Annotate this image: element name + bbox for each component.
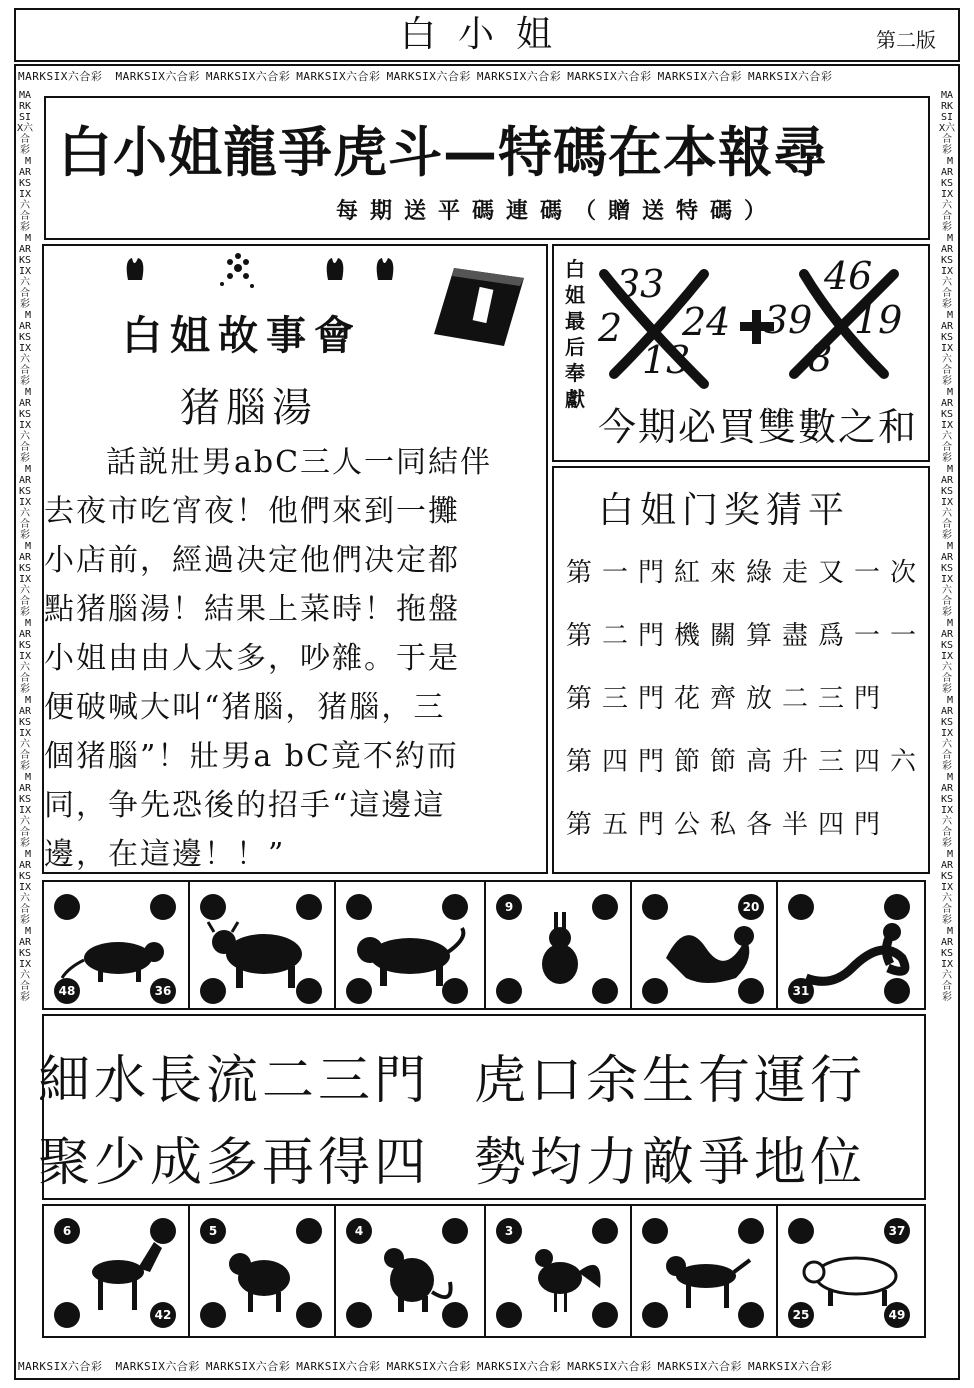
strip-text: MARKSIX六合彩: [940, 156, 954, 233]
number-ball: 49: [884, 1302, 910, 1328]
number-ball: 5: [200, 1218, 226, 1244]
goat-icon: [204, 1232, 324, 1320]
banner: [44, 96, 930, 240]
flower-ornament-icon: [118, 250, 418, 294]
formula-number: 24: [682, 300, 731, 344]
strip-text: MARKSIX六合彩: [18, 695, 32, 772]
strip-text: MARKSIX六合彩: [16, 90, 34, 156]
door-row: [566, 615, 926, 652]
door-label: 第三門: [566, 684, 675, 714]
strip-text: MARKSIX六合彩: [567, 70, 652, 83]
zodiac-cell-snake: [778, 882, 924, 1008]
marksix-strip-right: [938, 90, 956, 1354]
number-ball: 3: [496, 1218, 522, 1244]
formula-number: 2: [598, 306, 623, 350]
formula-panel: [552, 244, 930, 462]
formula-side-label: 白姐最后奉獻: [565, 257, 585, 411]
zodiac-row-bottom: [42, 1204, 926, 1338]
poem-line-2b: 勢均力敵爭地位: [474, 1133, 867, 1193]
strip-text: MARKSIX六合彩: [115, 1360, 200, 1373]
formula-number: 39: [764, 298, 813, 342]
strip-text: MARKSIX六合彩: [18, 618, 32, 695]
poem-line-1b: 虎口余生有運行: [474, 1051, 867, 1111]
number-ball: 48: [54, 978, 80, 1004]
marksix-strip-left: [16, 90, 34, 1354]
strip-text: MARKSIX六合彩: [476, 70, 562, 83]
formula-number: 33: [616, 262, 665, 306]
banner-subtitle: 每期送平碼連碼（贈送特碼）: [336, 199, 779, 224]
zodiac-cell-monkey: [336, 1206, 486, 1336]
door-row: [566, 678, 890, 715]
door-text: 公私各半四門: [674, 810, 891, 840]
banner-title: 白小姐龍爭虎斗—特碼在本報尋: [58, 121, 828, 184]
story-panel: [42, 244, 548, 874]
number-ball: 25: [788, 1302, 814, 1328]
door-row: [566, 552, 926, 589]
formula-number: 46: [824, 254, 873, 298]
number-ball: 9: [496, 894, 522, 920]
strip-text: MARKSIX六合彩: [940, 618, 954, 695]
zodiac-cell-dragon: [632, 882, 778, 1008]
doors-panel: [552, 466, 930, 874]
story-line: 話説壯男abC三人一同結伴: [106, 445, 493, 480]
book-icon: [424, 258, 534, 350]
header-bar: [14, 8, 960, 62]
door-label: 第一門: [566, 558, 675, 588]
poem-panel: [38, 1014, 926, 1200]
number-ball: 42: [150, 1302, 176, 1328]
strip-text: MARKSIX六合彩: [205, 70, 291, 83]
strip-text: MARKSIX六合彩: [115, 70, 200, 83]
story-line: 小姐由由人太多，吵雜。于是: [44, 641, 460, 676]
zodiac-cell-rabbit: [486, 882, 632, 1008]
strip-text: MARKSIX六合彩: [205, 1360, 291, 1373]
rooster-icon: [500, 1232, 620, 1320]
horse-icon: [58, 1232, 178, 1320]
strip-text: MARKSIX六合彩: [476, 1360, 562, 1373]
strip-text: MARKSIX六合彩: [18, 926, 32, 1003]
strip-text: MARKSIX六合彩: [940, 541, 954, 618]
marksix-strip-top: [18, 68, 956, 86]
dog-icon: [646, 1232, 766, 1320]
strip-text: MARKSIX六合彩: [938, 90, 956, 156]
strip-text: MARKSIX六合彩: [940, 772, 954, 849]
strip-text: MARKSIX六合彩: [18, 464, 32, 541]
strip-text: MARKSIX六合彩: [386, 70, 471, 83]
pig-icon: [792, 1232, 912, 1320]
snake-icon: [792, 908, 912, 996]
strip-text: MARKSIX六合彩: [940, 926, 954, 1003]
strip-text: MARKSIX六合彩: [940, 695, 954, 772]
zodiac-cell-rat: [44, 882, 190, 1008]
number-ball: 4: [346, 1218, 372, 1244]
formula-number: 8: [808, 336, 833, 380]
door-text: 機關算盡爲一一: [674, 621, 927, 651]
door-label: 第五門: [566, 810, 675, 840]
number-ball: 37: [884, 1218, 910, 1244]
door-label: 第二門: [566, 621, 675, 651]
strip-text: MARKSIX六合彩: [940, 233, 954, 310]
tiger-icon: [350, 908, 470, 996]
strip-text: MARKSIX六合彩: [940, 849, 954, 926]
doors-title: 白姐门奖猜平: [598, 490, 851, 531]
poem-line-2a: 聚少成多再得四: [38, 1133, 431, 1193]
story-line: 便破喊大叫“猪腦，猪腦，三: [44, 690, 446, 725]
strip-text: MARKSIX六合彩: [18, 233, 32, 310]
story-line: 點猪腦湯！結果上菜時！拖盤: [44, 592, 460, 627]
strip-text: MARKSIX六合彩: [657, 1360, 742, 1373]
story-line: 邊，在這邊！！”: [44, 837, 286, 872]
strip-text: MARKSIX六合彩: [748, 70, 833, 83]
zodiac-cell-rooster: [486, 1206, 632, 1336]
strip-text: MARKSIX六合彩: [748, 1360, 833, 1373]
page-title: 白小姐: [399, 14, 574, 55]
door-text: 花齊放二三門: [674, 684, 891, 714]
zodiac-cell-pig: [778, 1206, 924, 1336]
strip-text: MARKSIX六合彩: [18, 772, 32, 849]
strip-text: MARKSIX六合彩: [386, 1360, 471, 1373]
strip-text: MARKSIX六合彩: [18, 310, 32, 387]
zodiac-cell-goat: [190, 1206, 336, 1336]
zodiac-cell-horse: [44, 1206, 190, 1336]
strip-text: MARKSIX六合彩: [296, 1360, 381, 1373]
number-ball: 20: [738, 894, 764, 920]
rabbit-icon: [500, 908, 620, 996]
strip-text: MARKSIX六合彩: [18, 70, 103, 83]
zodiac-cell-tiger: [336, 882, 486, 1008]
story-line: 小店前，經過决定他們决定都: [44, 543, 460, 578]
marksix-strip-bottom: [18, 1358, 956, 1376]
strip-text: MARKSIX六合彩: [18, 387, 32, 464]
zodiac-cell-dog: [632, 1206, 778, 1336]
monkey-icon: [350, 1232, 470, 1320]
door-row: [566, 741, 926, 778]
zodiac-cell-ox: [190, 882, 336, 1008]
formula-caption: 今期必買雙數之和: [598, 405, 919, 449]
story-line: 個猪腦”！壯男a bC竟不約而: [44, 739, 459, 774]
ox-icon: [204, 908, 324, 996]
story-heading: 白姐故事會: [122, 313, 362, 359]
formula-number: 19: [854, 298, 903, 342]
strip-text: MARKSIX六合彩: [18, 849, 32, 926]
poem-line-1a: 細水長流二三門: [38, 1051, 431, 1111]
edition-label: 第二版: [876, 28, 936, 52]
zodiac-row-top: [42, 880, 926, 1010]
strip-text: MARKSIX六合彩: [18, 156, 32, 233]
dragon-icon: [646, 908, 766, 996]
door-text: 節節高升三四六: [674, 747, 927, 777]
strip-text: MARKSIX六合彩: [940, 310, 954, 387]
strip-text: MARKSIX六合彩: [18, 1360, 103, 1373]
strip-text: MARKSIX六合彩: [18, 541, 32, 618]
door-label: 第四門: [566, 747, 675, 777]
strip-text: MARKSIX六合彩: [657, 70, 742, 83]
story-body: [44, 438, 544, 879]
strip-text: MARKSIX六合彩: [940, 387, 954, 464]
formula-number: 13: [642, 338, 691, 382]
number-ball: 36: [150, 978, 176, 1004]
story-line: 同，争先恐後的招手“這邊這: [44, 788, 446, 823]
strip-text: MARKSIX六合彩: [940, 464, 954, 541]
strip-text: MARKSIX六合彩: [567, 1360, 652, 1373]
number-ball: 31: [788, 978, 814, 1004]
door-text: 紅來綠走又一次: [674, 558, 927, 588]
number-ball: 6: [54, 1218, 80, 1244]
story-title: 猪腦湯: [180, 385, 318, 431]
rat-icon: [58, 908, 178, 996]
door-row: [566, 804, 890, 841]
strip-text: MARKSIX六合彩: [296, 70, 381, 83]
story-line: 去夜市吃宵夜！他們來到一攤: [44, 494, 460, 529]
